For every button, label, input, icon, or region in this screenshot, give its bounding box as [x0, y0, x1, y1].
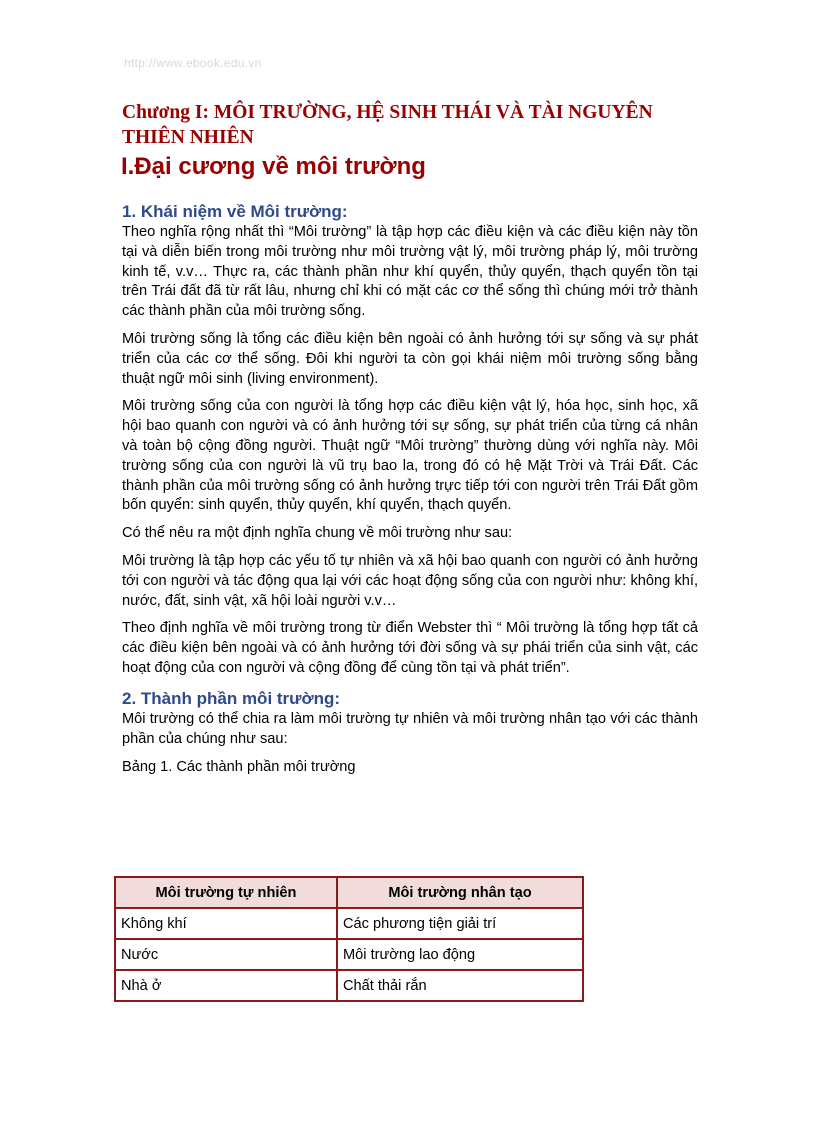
table-header-row	[115, 877, 583, 908]
table-header-artificial: Môi trường nhân tạo	[337, 877, 583, 908]
table-row	[115, 970, 583, 1001]
table-cell: Không khí	[115, 908, 337, 939]
section-1-paragraph: Theo nghĩa rộng nhất thì “Môi trường” là tập hợp các điều kiện và các điều kiện này tồn tại và diễn biến trong môi trường như môi trường vật lý, môi trường pháp lý, môi trường kinh tế, v.v… Thực ra, các thành phần như khí quyển, thủy quyển, thạch quyển tồn tại trên Trái đất đã từ rất lâu, nhưng chỉ khi có mặt các cơ thể sống thì chúng mới trở thành các thành phần của môi trường sống.	[122, 224, 698, 320]
table-cell: Nước	[115, 939, 337, 970]
document-body	[120, 100, 698, 777]
chapter-title: Chương I: MÔI TRƯỜNG, HỆ SINH THÁI VÀ TÀI NGUYÊN THIÊN NHIÊN	[122, 102, 653, 148]
section-1-paragraph: Môi trường sống là tổng các điều kiện bên ngoài có ảnh hưởng tới sự sống và sự phát triển của các cơ thể sống. Đôi khi người ta còn gọi khái niệm môi trường sống bằng thuật ngữ môi sinh (living environment).	[122, 330, 698, 387]
section-1-paragraph: Môi trường là tập hợp các yếu tố tự nhiên và xã hội bao quanh con người có ảnh hưởng tới con người và tác động qua lại với các hoạt động sống của con người như: không khí, nước, đất, sinh vật, xã hội loài người v.v…	[122, 552, 698, 609]
table-row	[115, 908, 583, 939]
section-2-heading: 2. Thành phần môi trường:	[122, 688, 340, 708]
main-heading: I.Đại cương về môi trường	[121, 153, 426, 180]
table-row	[115, 939, 583, 970]
section-2-paragraph: Môi trường có thể chia ra làm môi trường tự nhiên và môi trường nhân tạo với các thành phần của chúng như sau:	[122, 710, 698, 747]
section-1-paragraph: Có thể nêu ra một định nghĩa chung về môi trường như sau:	[122, 525, 513, 542]
section-1-paragraph: Môi trường sống của con người là tổng hợp các điều kiện vật lý, hóa học, sinh học, xã hội bao quanh con người và có ảnh hưởng tới sự sống, sự phát triển của từng cá nhân và toàn bộ cộng đồng người. Thuật ngữ “Môi trường” thường dùng với nghĩa này. Môi trường sống của con người là vũ trụ bao la, trong đó có hệ Mặt Trời và Trái Đất. Các thành phần của môi trường sống có ảnh hưởng trực tiếp tới con người trên Trái Đất gồm bốn quyển: sinh quyển, thủy quyển, khí quyển, thạch quyển.	[122, 398, 698, 514]
table-cell: Chất thải rắn	[337, 970, 583, 1001]
section-1-heading: 1. Khái niệm về Môi trường:	[122, 202, 348, 221]
environment-components-table	[114, 876, 584, 1002]
watermark-url: http://www.ebook.edu.vn	[124, 56, 262, 70]
table-header-natural: Môi trường tự nhiên	[115, 877, 337, 908]
table-cell: Các phương tiện giải trí	[337, 908, 583, 939]
table-cell: Môi trường lao động	[337, 939, 583, 970]
table-caption: Bảng 1. Các thành phần môi trường	[122, 759, 356, 776]
table-cell: Nhà ở	[115, 970, 337, 1001]
section-1-paragraph: Theo định nghĩa về môi trường trong từ điển Webster thì “ Môi trường là tổng hợp tất cả các điều kiện bên ngoài và có ảnh hưởng tới đời sống và sự phái triển của sinh vật, các hoạt động của con người và cộng đồng để cùng tồn tại và phát triển”.	[122, 620, 698, 676]
